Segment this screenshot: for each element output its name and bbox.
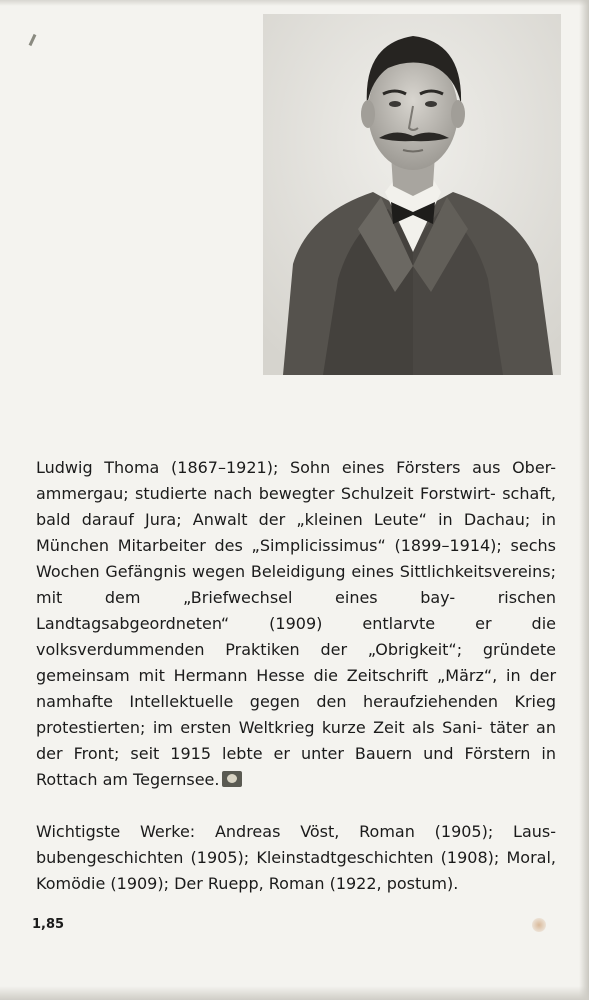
author-portrait-photo [263, 14, 561, 375]
major-works [36, 819, 556, 897]
bio-line: täter an der Front; seit 1915 lebte er unter Bauern und [36, 718, 556, 763]
bio-line: Förstern in Rottach am Tegernsee. [36, 744, 557, 789]
author-portrait [263, 14, 561, 375]
author-biography [36, 455, 556, 793]
bio-line: rischen Landtagsabgeordneten“ (1909) entlarvte er die [36, 588, 556, 633]
paper-scratch [29, 34, 37, 46]
works-line: Wichtigste Werke: Andreas Vöst, Roman (1905); Laus- [36, 822, 556, 841]
bio-line: gemeinsam mit Hermann Hesse die Zeitschrift „März“, in [36, 666, 521, 685]
publisher-logo-icon [222, 771, 242, 787]
bio-line: Ludwig Thoma (1867–1921); Sohn eines Försters aus Ober- [36, 458, 556, 477]
bio-line: (1899–1914); sechs Wochen Gefängnis wegen Beleidigung [36, 536, 556, 581]
works-line: bubengeschichten (1905); Kleinstadtgeschichten (1908); [36, 848, 500, 867]
price-label: 1,85 [32, 917, 65, 932]
bio-line: der namhafte Intellektuelle gegen den heraufziehenden [36, 666, 557, 711]
bio-line: schaft, bald darauf Jura; Anwalt der „kleinen Leute“ in [36, 484, 556, 529]
paper-stain [532, 918, 546, 932]
bio-line: Krieg protestierten; im ersten Weltkrieg kurze Zeit als Sani- [36, 692, 556, 737]
works-line: Moral, Komödie (1909); Der Ruepp, Roman (1922, postum). [36, 848, 556, 893]
page-edge-shadow [0, 986, 589, 1000]
bio-line: eines Sittlichkeitsvereins; mit dem „Briefwechsel eines bay- [36, 562, 556, 607]
bio-line: Dachau; in München Mitarbeiter des „Simplicissimus“ [36, 510, 556, 555]
page-edge-shadow [579, 0, 589, 1000]
bio-line: ammergau; studierte nach bewegter Schulzeit Forstwirt- [36, 484, 496, 503]
page-edge-shadow [0, 0, 589, 6]
bio-line: volksverdummenden Praktiken der „Obrigkeit“; gründete [36, 640, 556, 659]
